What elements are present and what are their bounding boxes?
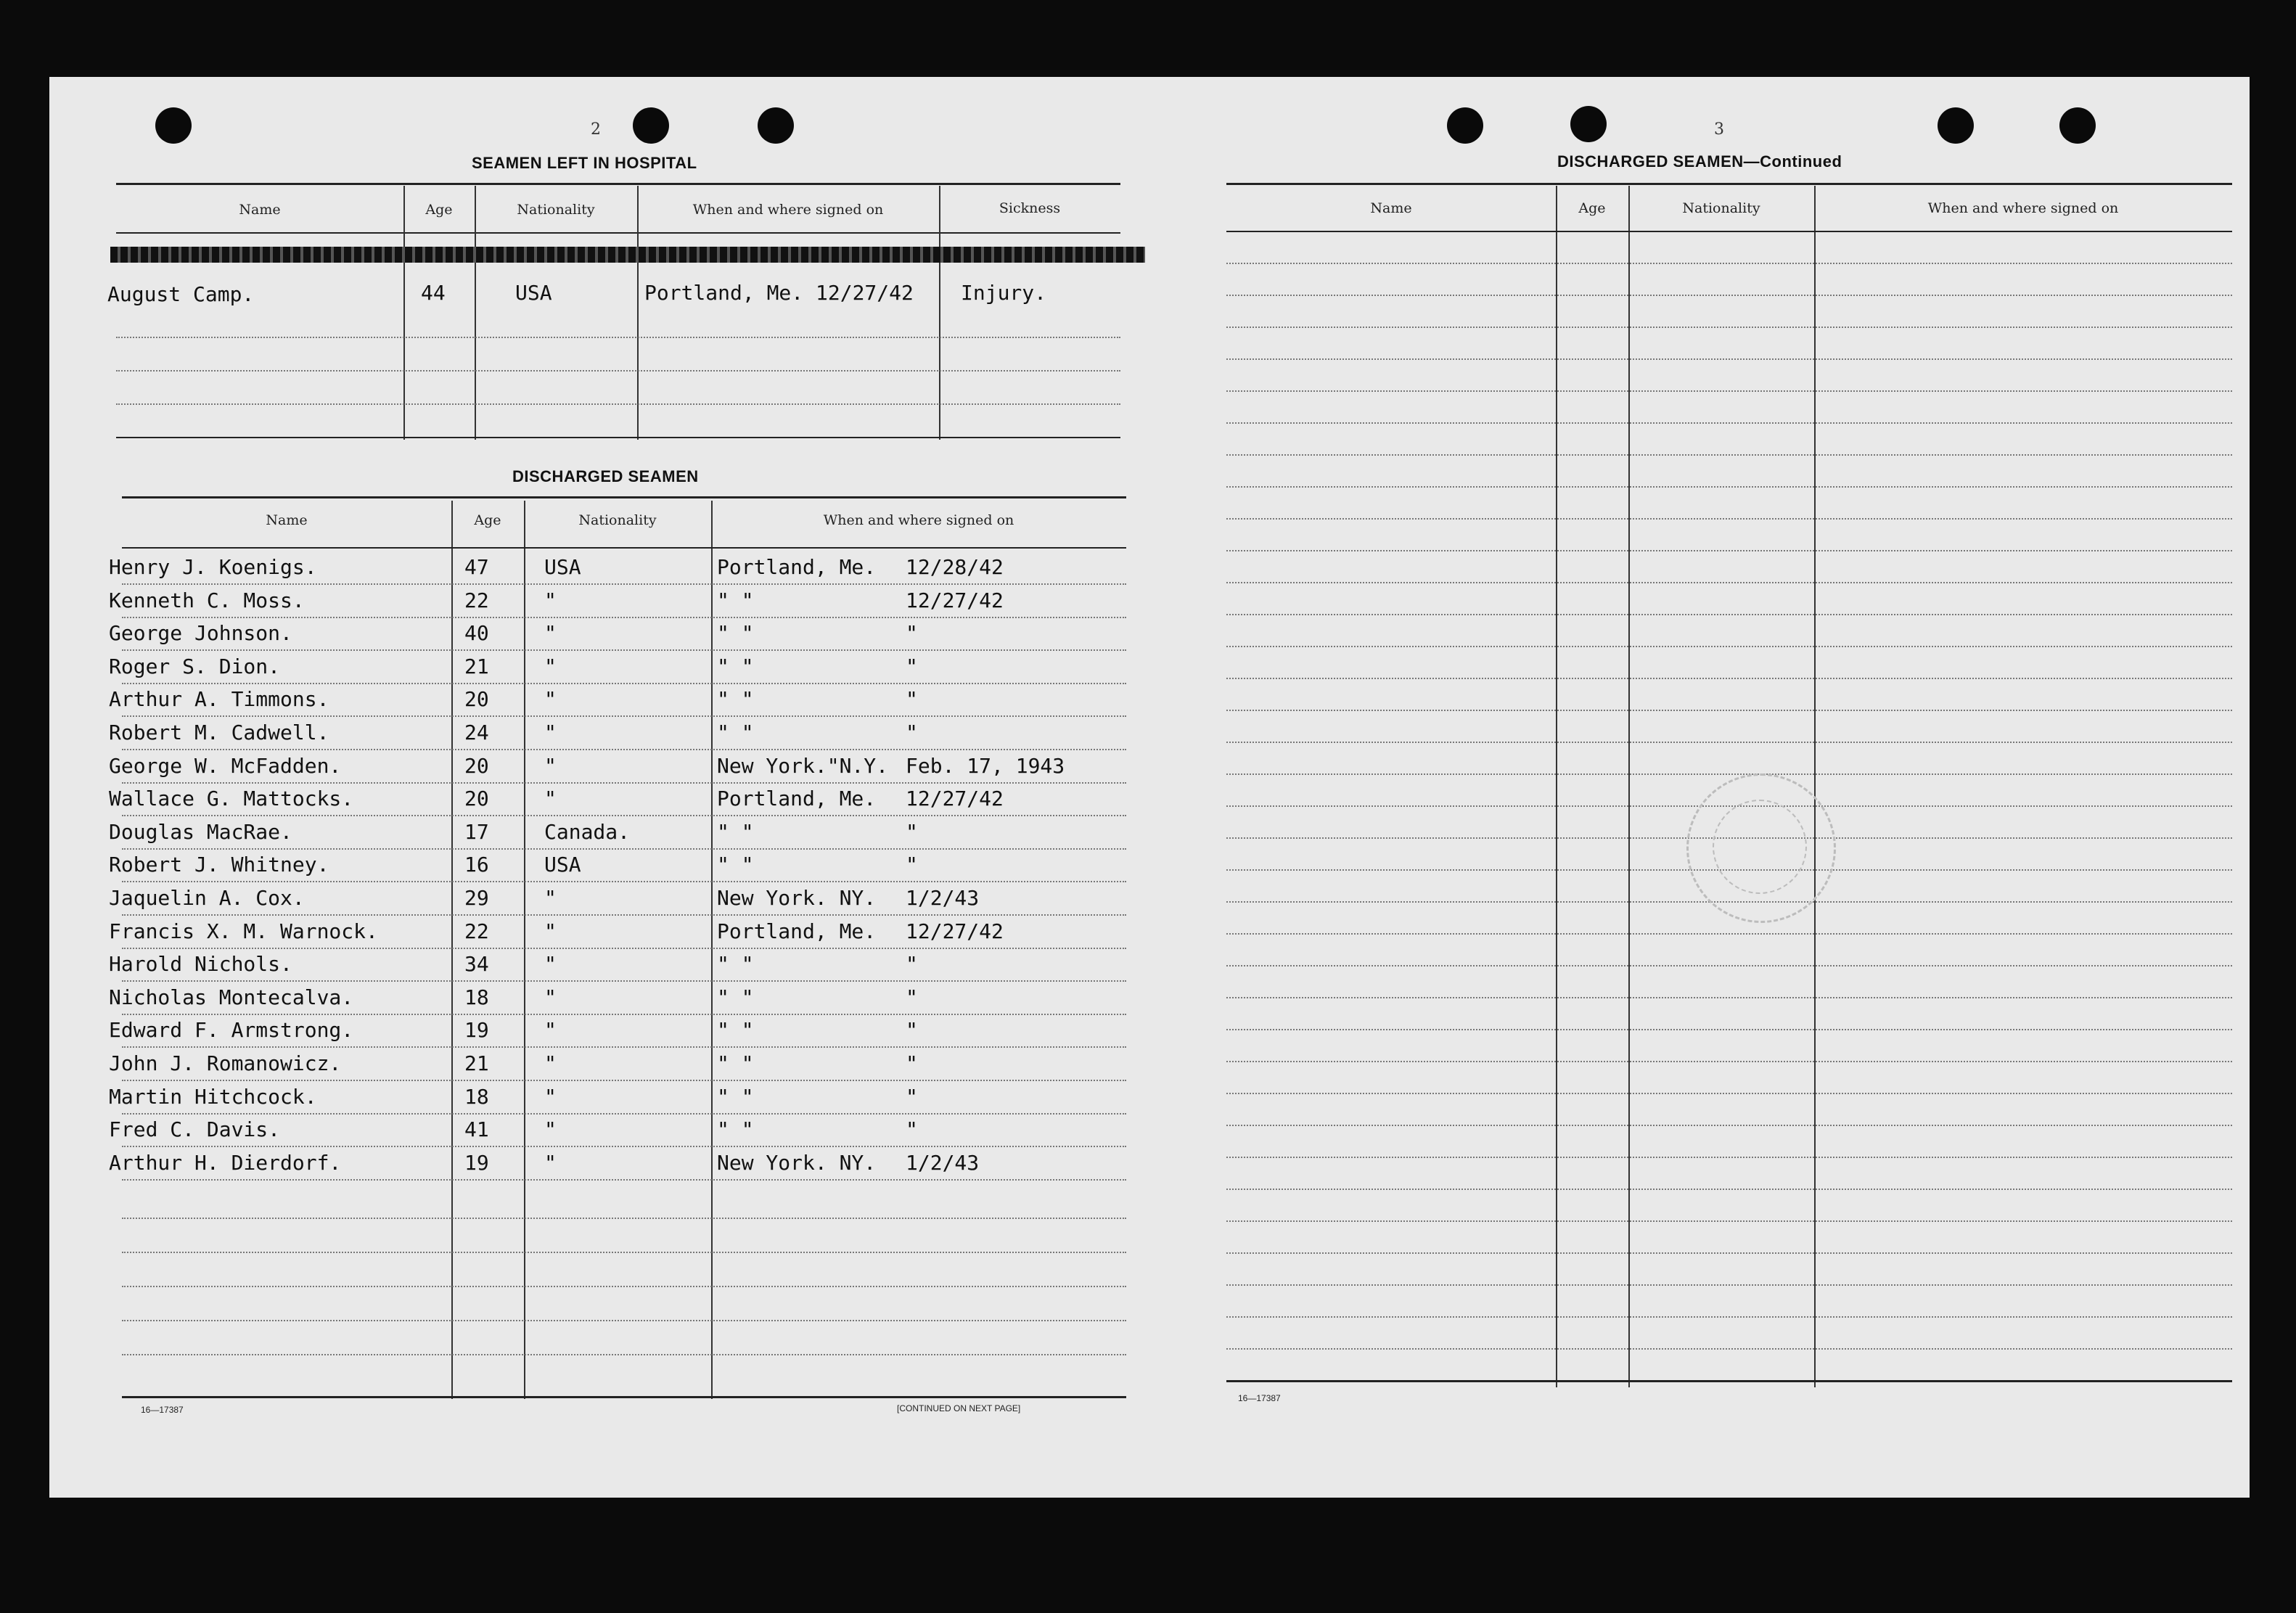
seaman-signed-place: " " xyxy=(717,1018,754,1042)
seaman-nationality: " xyxy=(544,654,557,678)
seaman-signed-place: " " xyxy=(717,853,754,877)
ruled-line xyxy=(122,782,1126,784)
seaman-name: Henry J. Koenigs. xyxy=(109,555,317,579)
seaman-signed-date: " xyxy=(906,687,918,711)
official-stamp-inner xyxy=(1713,800,1807,894)
header-name: Name xyxy=(239,202,281,218)
seaman-nationality: " xyxy=(544,1051,557,1075)
ruled-line xyxy=(1226,582,2232,583)
ruled-line xyxy=(122,617,1126,618)
rule xyxy=(122,1396,1126,1398)
ruled-line xyxy=(116,403,1120,405)
seaman-age: 22 xyxy=(464,919,489,943)
ruled-line xyxy=(1226,1029,2232,1030)
ruled-line xyxy=(122,815,1126,816)
seaman-nationality: USA xyxy=(544,853,581,877)
ruled-line xyxy=(116,337,1120,338)
header-name: Name xyxy=(266,512,308,528)
header-sickness: Sickness xyxy=(999,200,1061,216)
seaman-signed-date: " xyxy=(906,654,918,678)
header-nationality: Nationality xyxy=(578,512,657,528)
ruled-line xyxy=(1226,1316,2232,1318)
seaman-name: Francis X. M. Warnock. xyxy=(109,919,378,943)
seaman-nationality: " xyxy=(544,687,557,711)
ruled-line xyxy=(122,1354,1126,1355)
header-signed-on: When and where signed on xyxy=(823,512,1014,528)
column-rule xyxy=(1814,186,1816,1387)
seaman-signed-date: " xyxy=(906,621,918,645)
punch-hole xyxy=(2059,107,2096,144)
seaman-name: George Johnson. xyxy=(109,621,292,645)
seaman-age: 16 xyxy=(464,853,489,877)
hospital-seaman-age: 44 xyxy=(421,281,446,305)
ruled-line xyxy=(122,1179,1126,1181)
column-rule xyxy=(1628,186,1630,1387)
seaman-signed-place: " " xyxy=(717,687,754,711)
hospital-seaman-signed-on: Portland, Me. 12/27/42 xyxy=(644,281,914,305)
ruled-line xyxy=(1226,422,2232,424)
header-age: Age xyxy=(474,512,501,528)
seaman-nationality: " xyxy=(544,588,557,612)
seaman-signed-place: " " xyxy=(717,820,754,844)
seaman-signed-date: 1/2/43 xyxy=(906,886,980,910)
seaman-name: Fred C. Davis. xyxy=(109,1117,281,1141)
header-nationality: Nationality xyxy=(1682,200,1760,216)
seaman-signed-place: New York. NY. xyxy=(717,886,877,910)
seaman-signed-date: 12/27/42 xyxy=(906,919,1004,943)
hospital-section-title: SEAMEN LEFT IN HOSPITAL xyxy=(472,154,697,172)
header-signed-on: When and where signed on xyxy=(692,202,884,218)
seaman-nationality: " xyxy=(544,886,557,910)
seaman-signed-place: " " xyxy=(717,621,754,645)
seaman-signed-place: " " xyxy=(717,588,754,612)
ruled-line xyxy=(122,649,1126,651)
ruled-line xyxy=(122,914,1126,916)
title-continued: —Continued xyxy=(1743,152,1842,171)
seaman-age: 47 xyxy=(464,555,489,579)
seaman-signed-date: " xyxy=(906,820,918,844)
ruled-line xyxy=(1226,710,2232,711)
punch-hole xyxy=(155,107,192,144)
seaman-signed-place: " " xyxy=(717,1051,754,1075)
ruled-line xyxy=(122,1218,1126,1219)
seaman-age: 19 xyxy=(464,1018,489,1042)
ruled-line xyxy=(122,683,1126,684)
header-age: Age xyxy=(1578,200,1606,216)
ruled-line xyxy=(1226,327,2232,328)
ruled-line xyxy=(122,1320,1126,1321)
ruled-line xyxy=(1226,1252,2232,1254)
redacted-typing xyxy=(110,247,1145,263)
seaman-age: 40 xyxy=(464,621,489,645)
discharged-section-title: DISCHARGED SEAMEN xyxy=(512,467,699,485)
punch-hole xyxy=(758,107,794,144)
ruled-line xyxy=(122,1014,1126,1015)
punch-hole xyxy=(1570,106,1607,142)
rule xyxy=(1226,231,2232,232)
ruled-line xyxy=(122,848,1126,850)
column-rule xyxy=(475,186,476,440)
seaman-age: 17 xyxy=(464,820,489,844)
ruled-line xyxy=(1226,1348,2232,1350)
seaman-signed-date: 12/27/42 xyxy=(906,588,1004,612)
seaman-name: Robert M. Cadwell. xyxy=(109,721,329,744)
seaman-name: Edward F. Armstrong. xyxy=(109,1018,354,1042)
ruled-line xyxy=(1226,1157,2232,1158)
ruled-line xyxy=(1226,933,2232,935)
punch-hole xyxy=(1447,107,1483,144)
seaman-nationality: " xyxy=(544,985,557,1009)
page-number-right: 3 xyxy=(1714,120,1724,139)
ruled-line xyxy=(1226,965,2232,966)
seaman-nationality: " xyxy=(544,787,557,810)
header-signed-on: When and where signed on xyxy=(1927,200,2119,216)
ruled-line xyxy=(116,370,1120,372)
seaman-signed-date: " xyxy=(906,721,918,744)
seaman-nationality: " xyxy=(544,754,557,778)
hospital-seaman-name: August Camp. xyxy=(107,282,255,306)
seaman-signed-place: Portland, Me. xyxy=(717,787,877,810)
form-number-left: 16—17387 xyxy=(141,1405,184,1415)
seaman-age: 22 xyxy=(464,588,489,612)
seaman-name: Jaquelin A. Cox. xyxy=(109,886,305,910)
ruled-line xyxy=(1226,1189,2232,1190)
rule xyxy=(116,437,1120,438)
seaman-signed-place: " " xyxy=(717,952,754,976)
seaman-nationality: " xyxy=(544,919,557,943)
seaman-signed-date: " xyxy=(906,952,918,976)
seaman-name: Roger S. Dion. xyxy=(109,654,281,678)
seaman-age: 20 xyxy=(464,787,489,810)
seaman-nationality: " xyxy=(544,1151,557,1175)
seaman-name: Martin Hitchcock. xyxy=(109,1085,317,1109)
seaman-signed-place: " " xyxy=(717,985,754,1009)
rule xyxy=(1226,1380,2232,1382)
ruled-line xyxy=(1226,646,2232,647)
seaman-age: 34 xyxy=(464,952,489,976)
column-rule xyxy=(637,186,639,440)
ruled-line xyxy=(1226,390,2232,392)
ruled-line xyxy=(1226,1220,2232,1222)
ruled-line xyxy=(1226,678,2232,679)
ruled-line xyxy=(122,1080,1126,1081)
seaman-name: Kenneth C. Moss. xyxy=(109,588,305,612)
ruled-line xyxy=(122,715,1126,717)
ruled-line xyxy=(122,1046,1126,1048)
seaman-age: 21 xyxy=(464,1051,489,1075)
seaman-signed-place: " " xyxy=(717,721,754,744)
column-rule xyxy=(939,186,940,440)
ruled-line xyxy=(122,980,1126,982)
header-nationality: Nationality xyxy=(517,202,595,218)
seaman-signed-date: " xyxy=(906,1117,918,1141)
seaman-name: Harold Nichols. xyxy=(109,952,292,976)
ruled-line xyxy=(1226,486,2232,488)
rule xyxy=(1226,183,2232,185)
seaman-name: Arthur H. Dierdorf. xyxy=(109,1151,342,1175)
title-text: DISCHARGED SEAMEN xyxy=(1557,152,1744,171)
seaman-signed-date: " xyxy=(906,985,918,1009)
seaman-name: Nicholas Montecalva. xyxy=(109,985,354,1009)
seaman-signed-date: 12/27/42 xyxy=(906,787,1004,810)
ruled-line xyxy=(1226,263,2232,264)
discharged-continued-title xyxy=(1557,152,1842,171)
seaman-age: 20 xyxy=(464,687,489,711)
seaman-nationality: " xyxy=(544,1018,557,1042)
seaman-signed-place: New York. NY. xyxy=(717,1151,877,1175)
column-rule xyxy=(524,501,525,1399)
seaman-signed-date: " xyxy=(906,1051,918,1075)
ruled-line xyxy=(122,749,1126,750)
seaman-age: 29 xyxy=(464,886,489,910)
seaman-signed-date: 12/28/42 xyxy=(906,555,1004,579)
rule xyxy=(116,183,1120,185)
document-sheet xyxy=(49,77,2250,1498)
column-rule xyxy=(403,186,405,440)
header-age: Age xyxy=(425,202,453,218)
seaman-signed-place: Portland, Me. xyxy=(717,919,877,943)
column-rule xyxy=(1556,186,1557,1387)
seaman-name: Douglas MacRae. xyxy=(109,820,292,844)
seaman-nationality: " xyxy=(544,621,557,645)
seaman-name: Robert J. Whitney. xyxy=(109,853,329,877)
punch-hole xyxy=(1938,107,1974,144)
seaman-nationality: " xyxy=(544,1085,557,1109)
ruled-line xyxy=(122,948,1126,949)
ruled-line xyxy=(1226,358,2232,360)
ruled-line xyxy=(122,1286,1126,1287)
rule xyxy=(122,547,1126,549)
seaman-signed-place: " " xyxy=(717,1085,754,1109)
seaman-nationality: " xyxy=(544,1117,557,1141)
continued-note: [CONTINUED ON NEXT PAGE] xyxy=(897,1403,1021,1413)
seaman-age: 24 xyxy=(464,721,489,744)
ruled-line xyxy=(122,583,1126,585)
seaman-age: 21 xyxy=(464,654,489,678)
seaman-signed-place: " " xyxy=(717,654,754,678)
seaman-signed-place: " " xyxy=(717,1117,754,1141)
seaman-age: 18 xyxy=(464,985,489,1009)
seaman-name: George W. McFadden. xyxy=(109,754,342,778)
page-number-left: 2 xyxy=(591,120,601,139)
ruled-line xyxy=(1226,614,2232,615)
seaman-nationality: Canada. xyxy=(544,820,631,844)
ruled-line xyxy=(1226,295,2232,296)
seaman-name: Arthur A. Timmons. xyxy=(109,687,329,711)
column-rule xyxy=(451,501,453,1399)
ruled-line xyxy=(1226,1093,2232,1094)
seaman-signed-date: " xyxy=(906,853,918,877)
ruled-line xyxy=(1226,997,2232,998)
rule xyxy=(116,232,1120,234)
header-name: Name xyxy=(1370,200,1412,216)
ruled-line xyxy=(122,881,1126,882)
punch-hole xyxy=(633,107,669,144)
seaman-age: 41 xyxy=(464,1117,489,1141)
ruled-line xyxy=(1226,550,2232,551)
ruled-line xyxy=(1226,742,2232,743)
seaman-signed-date: " xyxy=(906,1018,918,1042)
ruled-line xyxy=(1226,1125,2232,1126)
ruled-line xyxy=(122,1252,1126,1253)
hospital-seaman-nationality: USA xyxy=(515,281,552,305)
ruled-line xyxy=(122,1146,1126,1147)
seaman-signed-date: Feb. 17, 1943 xyxy=(906,754,1065,778)
rule xyxy=(122,496,1126,498)
column-rule xyxy=(711,501,713,1399)
seaman-name: John J. Romanowicz. xyxy=(109,1051,342,1075)
ruled-line xyxy=(1226,518,2232,520)
seaman-signed-place: Portland, Me. xyxy=(717,555,877,579)
seaman-nationality: " xyxy=(544,952,557,976)
form-number-right: 16—17387 xyxy=(1238,1393,1281,1403)
ruled-line xyxy=(1226,1284,2232,1286)
seaman-signed-date: " xyxy=(906,1085,918,1109)
seaman-nationality: " xyxy=(544,721,557,744)
ruled-line xyxy=(122,1113,1126,1115)
hospital-seaman-sickness: Injury. xyxy=(961,281,1047,305)
ruled-line xyxy=(1226,454,2232,456)
seaman-age: 19 xyxy=(464,1151,489,1175)
ruled-line xyxy=(1226,1061,2232,1062)
seaman-age: 20 xyxy=(464,754,489,778)
seaman-nationality: USA xyxy=(544,555,581,579)
seaman-name: Wallace G. Mattocks. xyxy=(109,787,354,810)
seaman-signed-place: New York."N.Y. xyxy=(717,754,889,778)
seaman-signed-date: 1/2/43 xyxy=(906,1151,980,1175)
seaman-age: 18 xyxy=(464,1085,489,1109)
ruled-line xyxy=(1226,773,2232,775)
